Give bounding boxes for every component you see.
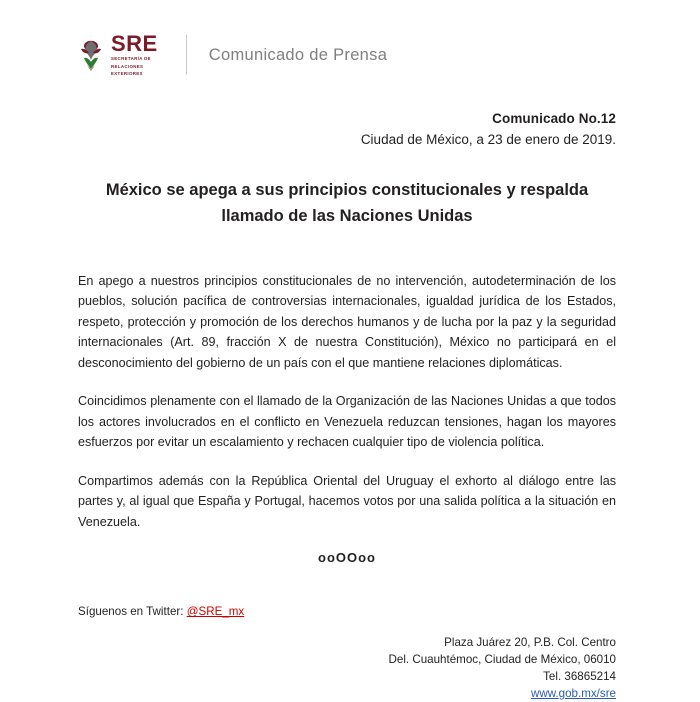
communique-number: Comunicado No.12 [492,110,616,126]
document-footer [78,634,616,702]
footer-website-link[interactable]: www.gob.mx/sre [530,687,616,701]
place-and-date: Ciudad de México, a 23 de enero de 2019. [360,131,616,147]
twitter-handle-link[interactable]: @SRE_mx [186,605,245,619]
sre-subtitle-line-1: SECRETARÍA DE [111,56,151,61]
social-follow-label: Síguenos en Twitter: [78,605,187,619]
paragraph-3: Compartimos además con la República Oriental del Uruguay el exhorto al diálogo entre las partes y, al igual que España y Portugal, hacemos votos por una salida política a la situación en Venezuela. [78,473,616,529]
page-title: México se apega a sus principios constitucionales y respalda llamado de las Naciones Unidas [105,180,589,225]
paragraph-1: En apego a nuestros principios constitucionales de no intervención, autodeterminación de los pueblos, solución pacífica de controversias internacionales, igualdad jurídica de los Estados, respeto, protección y promoción de los derechos humanos y de lucha por la paz y la seguridad internacionales (Art. 89, fracción X de nuestra Constitución), México no participará en el desconocimiento del gobierno de un país con el que mantiene relaciones diplomáticas. [78,273,616,370]
document-meta [78,111,616,147]
sre-logo [78,31,158,77]
footer-address-line-1: Plaza Juárez 20, P.B. Col. Centro [444,636,616,650]
sre-subtitle-line-2: RELACIONES [111,63,144,69]
document-header [0,0,700,77]
footer-address-line-2: Del. Cuauhtémoc, Ciudad de México, 06010 [388,653,616,667]
paragraph-2: Coincidimos plenamente con el llamado de la Organización de las Naciones Unidas a que todos los actores involucrados en el conflicto en Venezuela reduzcan tensiones, hagan los mayores esfuerzos por evitar un escalamiento y rechacen cualquier tipo de violencia política. [78,394,616,450]
footer-phone: Tel. 36865214 [543,670,616,684]
header-divider [186,35,187,75]
mexican-eagle-icon [78,38,104,72]
document-body [0,111,700,702]
social-follow-line [78,605,616,618]
body-copy [78,271,616,566]
sre-subtitle-line-3: EXTERIORES [111,71,143,77]
sre-wordmark [111,31,158,77]
section-ornament: ooOOoo [318,550,376,566]
header-title: Comunicado de Prensa [208,45,388,64]
sre-initials: SRE [111,31,158,56]
